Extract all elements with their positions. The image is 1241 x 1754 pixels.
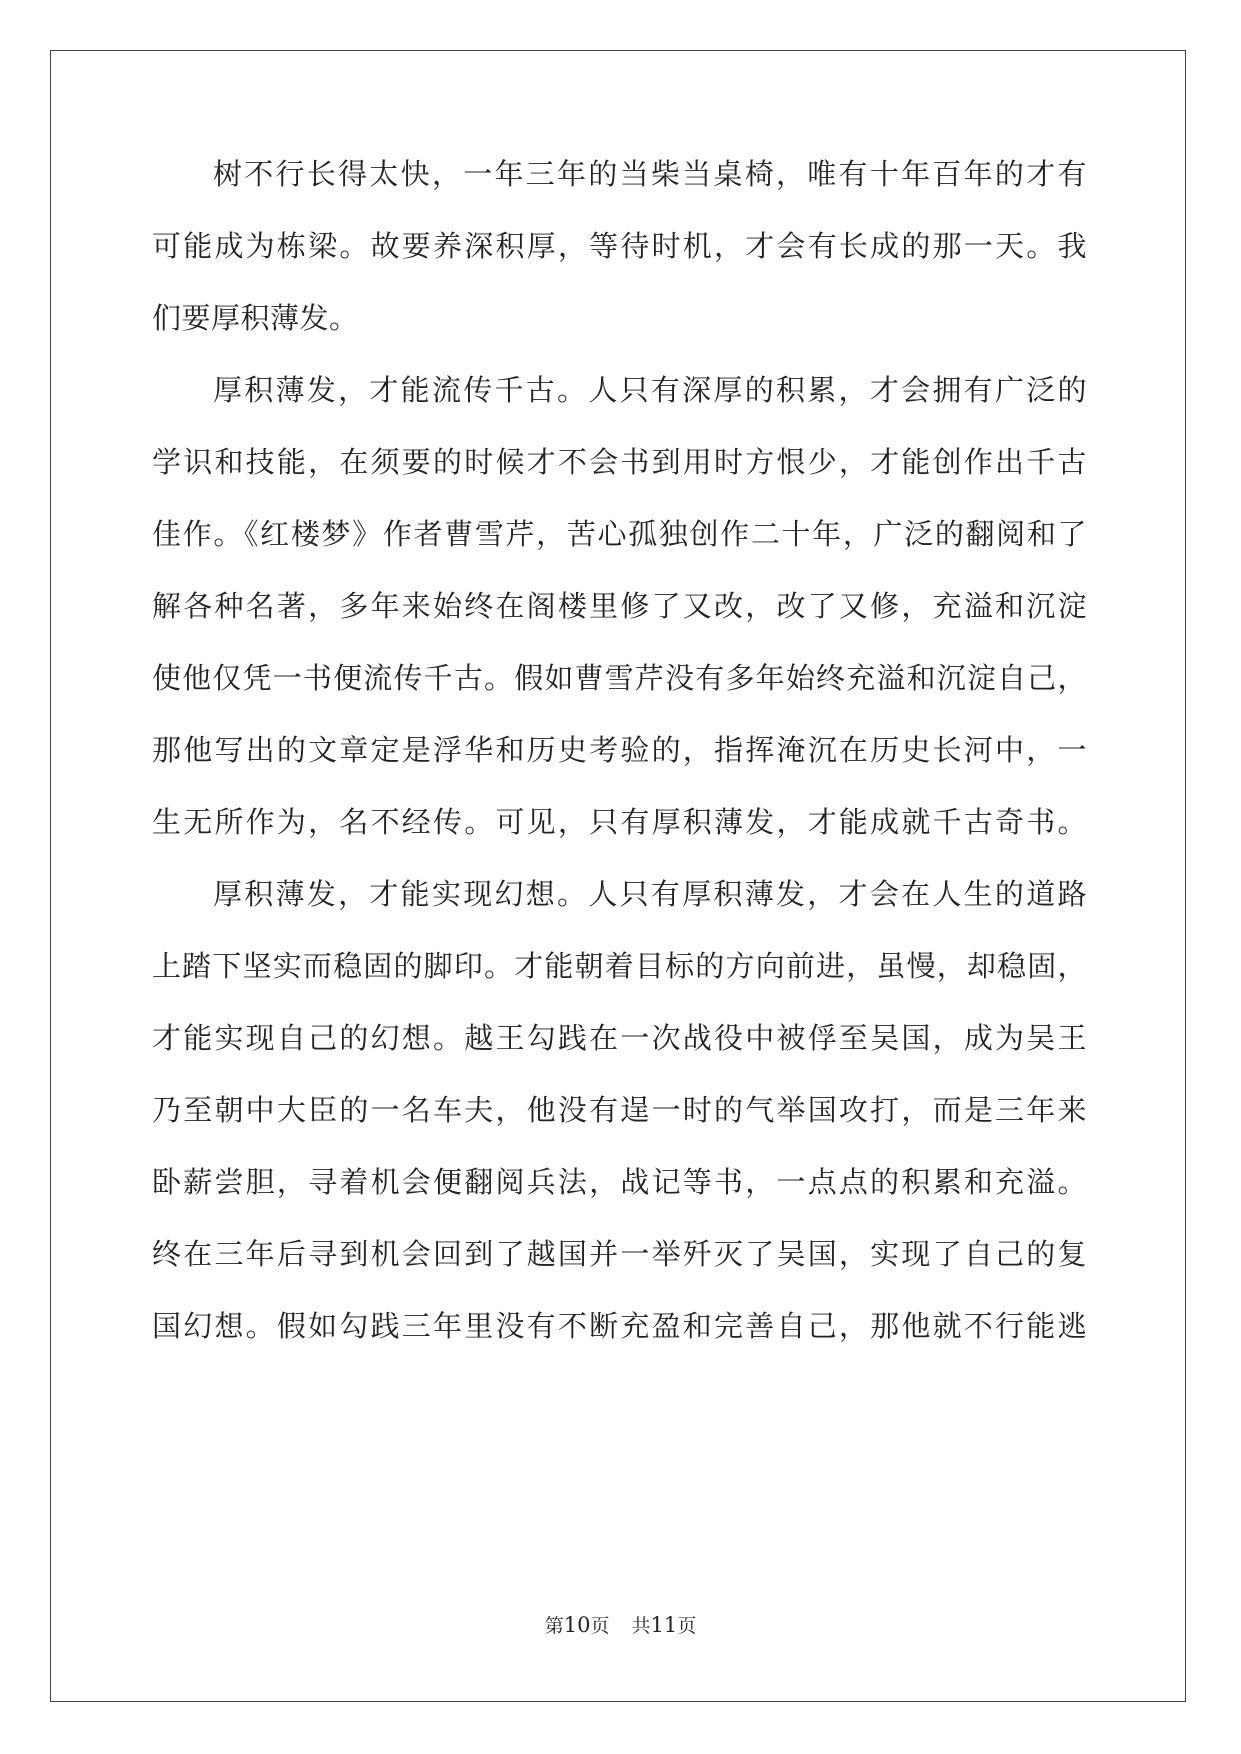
page-number: 10 [563,1613,591,1637]
text-line-10: 生无所作为，名不经传。可见，只有厚积薄发，才能成就千古奇书。 [152,805,1087,839]
page-prefix: 第 [544,1615,564,1637]
text-line-6: 佳作。《红楼梦》作者曹雪芹，苦心孤独创作二十年，广泛的翻阅和了 [152,517,1087,551]
text-line-14: 乃至朝中大臣的一名车夫，他没有逞一时的气举国攻打，而是三年来 [152,1093,1087,1127]
text-line-5: 学识和技能，在须要的时候才不会书到用时方恨少，才能创作出千古 [152,445,1087,479]
text-line-15: 卧薪尝胆，寻着机会便翻阅兵法，战记等书，一点点的积累和充溢。 [152,1165,1087,1199]
text-line-4: 厚积薄发，才能流传千古。人只有深厚的积累，才会拥有广泛的 [213,373,1087,407]
text-line-13: 才能实现自己的幻想。越王勾践在一次战役中被俘至吴国，成为吴王 [152,1021,1087,1055]
text-line-17: 国幻想。假如勾践三年里没有不断充盈和完善自己，那他就不行能逃 [152,1309,1087,1343]
total-suffix: 页 [677,1615,697,1637]
text-line-9: 那他写出的文章定是浮华和历史考验的，指挥淹沉在历史长河中，一 [152,733,1087,767]
text-line-1: 树不行长得太快，一年三年的当柴当桌椅，唯有十年百年的才有 [213,157,1087,191]
text-line-3: 们要厚积薄发。 [152,301,359,335]
page-suffix: 页 [590,1615,610,1637]
text-line-16: 终在三年后寻到机会回到了越国并一举歼灭了吴国，实现了自己的复 [152,1237,1087,1271]
text-line-7: 解各种名著，多年来始终在阁楼里修了又改，改了又修，充溢和沉淀 [152,589,1087,623]
page-footer [0,1613,1241,1638]
text-line-12: 上踏下坚实而稳固的脚印。才能朝着目标的方向前进，虽慢，却稳固， [152,949,1087,983]
text-line-8: 使他仅凭一书便流传千古。假如曹雪芹没有多年始终充溢和沉淀自己， [152,661,1087,695]
total-prefix: 共 [631,1615,651,1637]
total-pages: 11 [650,1613,678,1637]
text-line-11: 厚积薄发，才能实现幻想。人只有厚积薄发，才会在人生的道路 [213,877,1087,911]
text-line-2: 可能成为栋梁。故要养深积厚，等待时机，才会有长成的那一天。我 [152,229,1087,263]
